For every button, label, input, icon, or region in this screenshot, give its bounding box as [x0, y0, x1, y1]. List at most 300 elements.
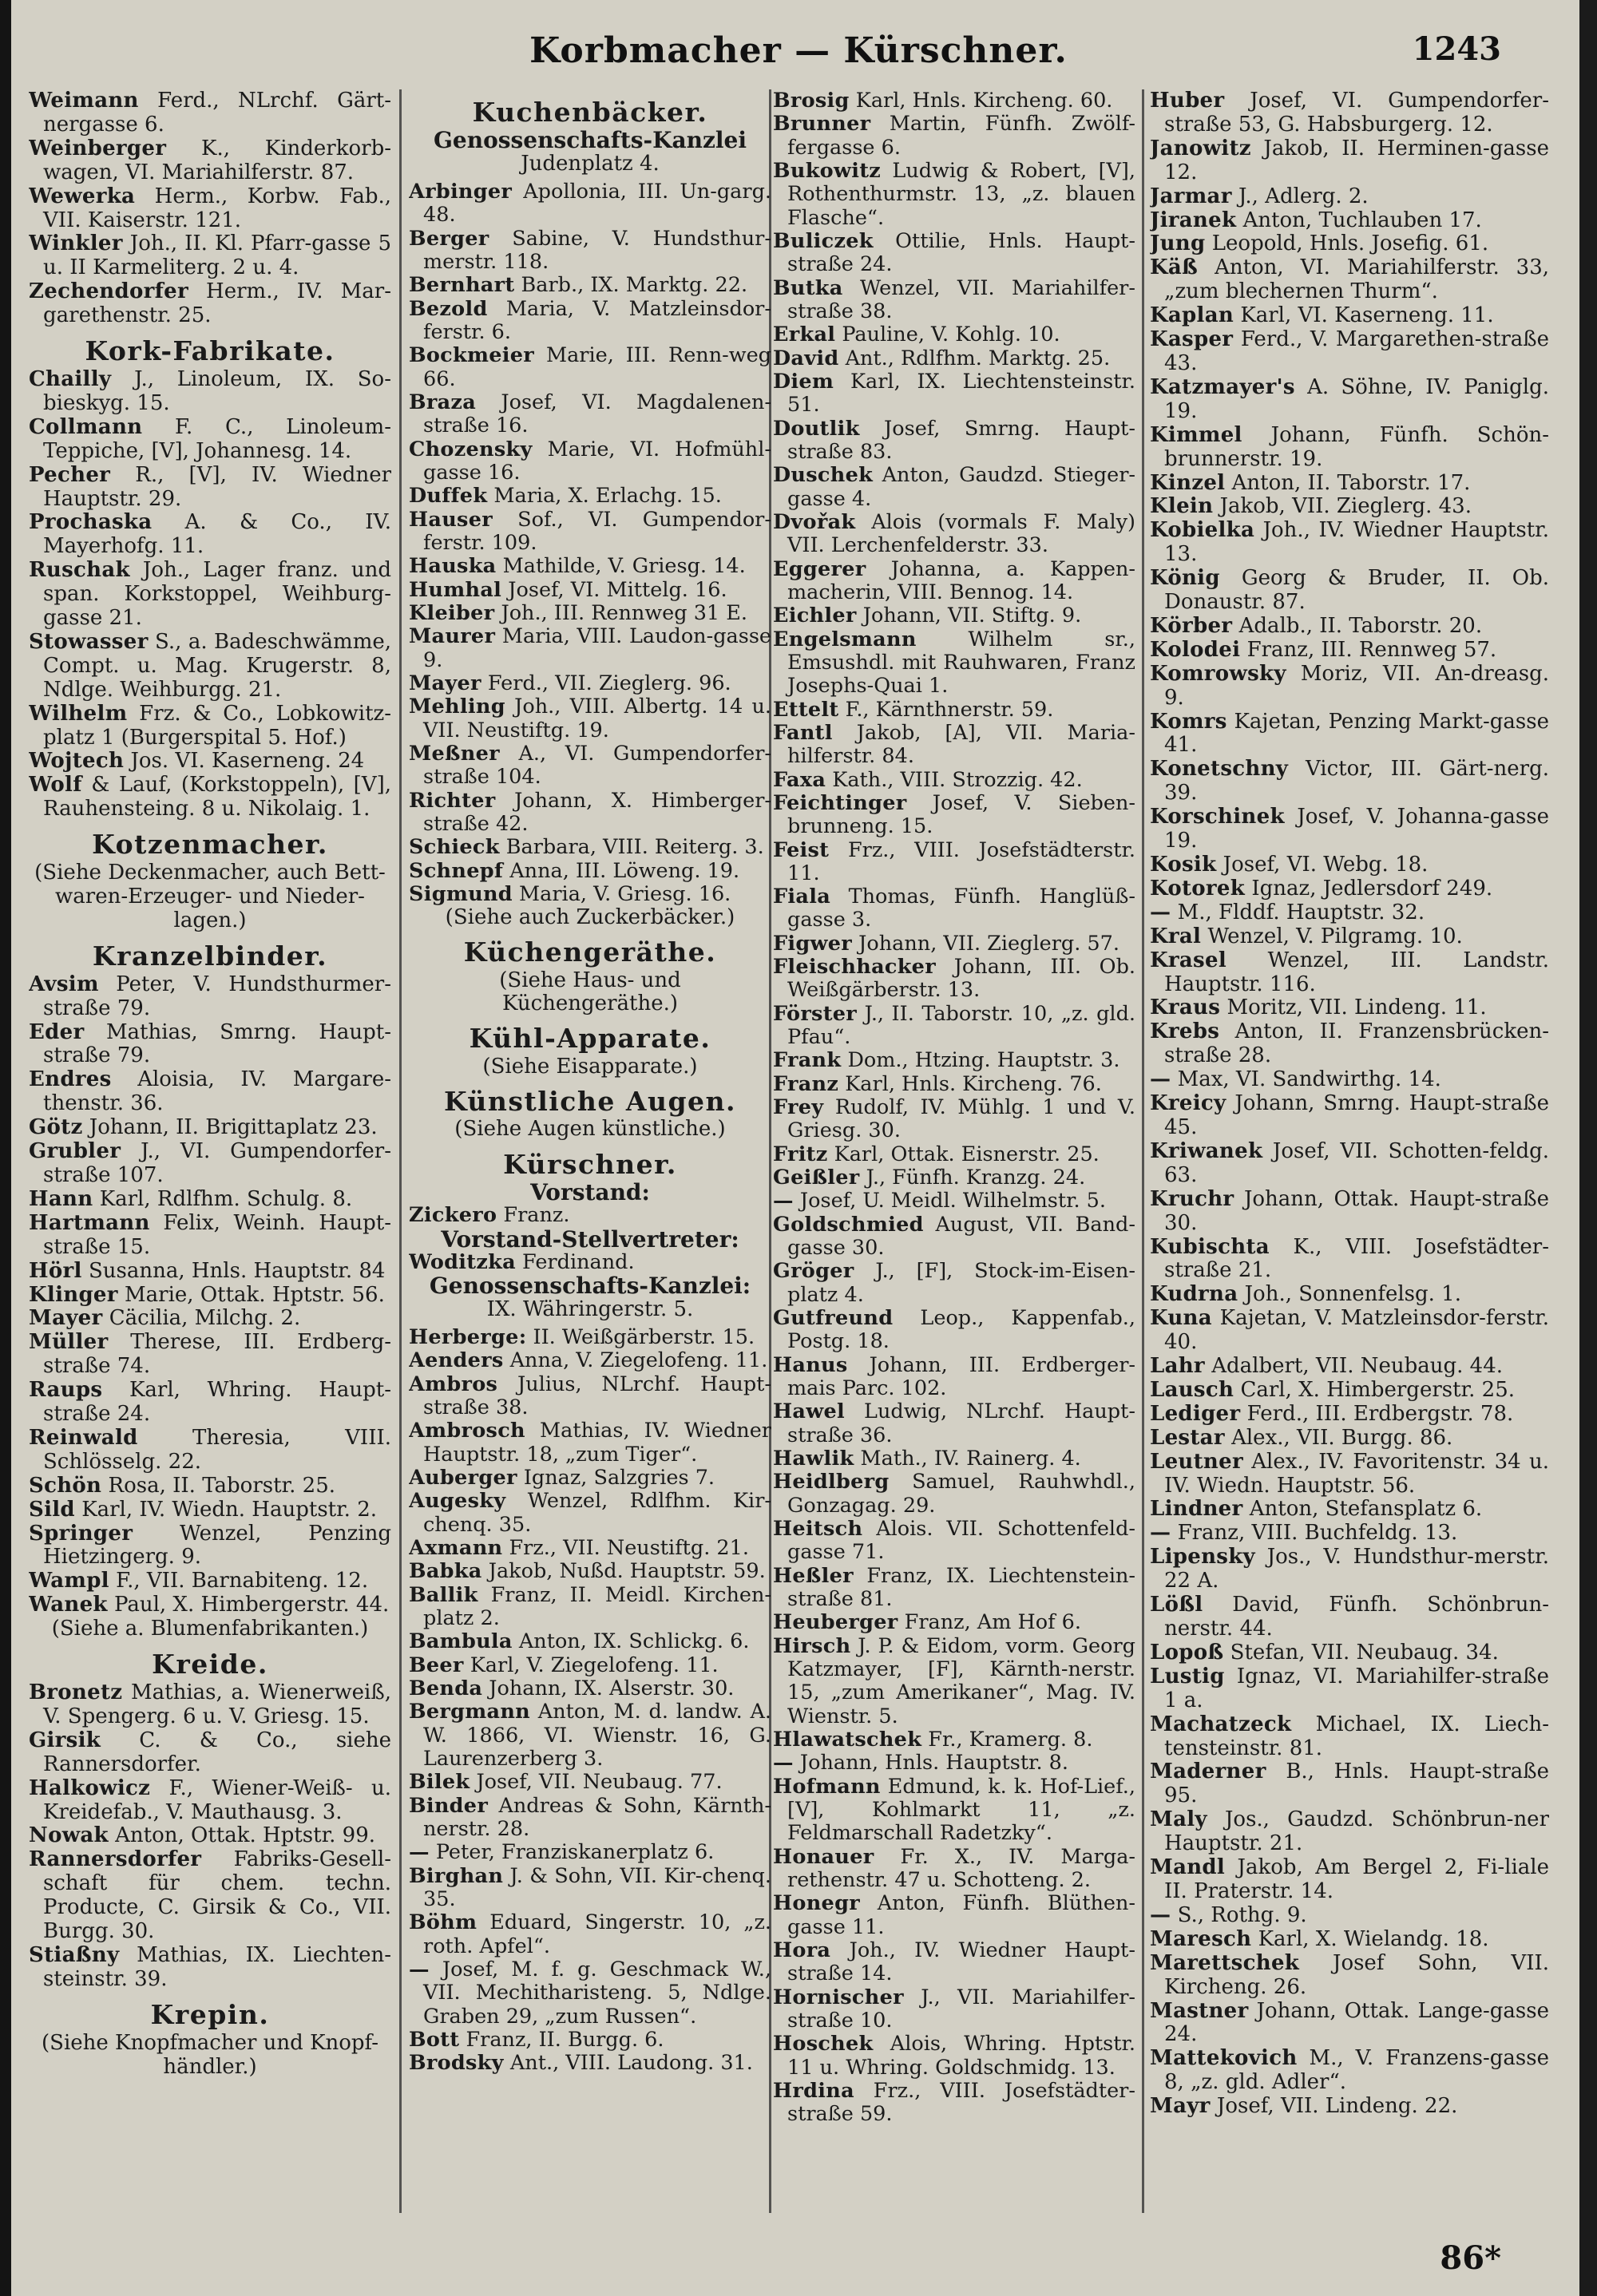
entry-details: J., Adlerg. 2.	[1238, 184, 1369, 208]
entry-details: Alois, Whring. Hptstr. 11 u. Whring. Goldschmidg. 13.	[787, 2032, 1135, 2080]
entry-details: Martin, Fünfh. Zwölf-fergasse 6.	[787, 112, 1135, 160]
entry-details: Joh., Lager franz. und span. Korkstoppel, Weihburg-gasse 21.	[43, 558, 391, 631]
directory-entry	[29, 1140, 391, 1188]
entry-details: Karl, IV. Wiedn. Hauptstr. 2.	[81, 1497, 378, 1522]
entry-name: Ettelt	[773, 697, 839, 722]
entry-name: Kruchr	[1150, 1186, 1234, 1211]
entry-details: Kajetan, V. Matzleinsdor-ferstr. 40.	[1164, 1306, 1549, 1355]
entry-name: Mayr	[1150, 2094, 1211, 2119]
entry-details: Johann, IX. Alserstr. 30.	[489, 1676, 735, 1700]
directory-entry	[773, 1166, 1135, 1190]
entry-name: Stiaßny	[29, 1942, 120, 1967]
entry-details: Anton, Stefansplatz 6.	[1249, 1497, 1483, 1522]
entry-name: Lediger	[1150, 1401, 1241, 1426]
directory-entry	[773, 1728, 1135, 1752]
cross-reference-note: (Siehe Eisapparate.)	[482, 1054, 698, 1079]
directory-entry	[29, 1824, 391, 1848]
entry-details: Franz, II. Meidl. Kirchen-platz 2.	[423, 1582, 771, 1631]
directory-entry	[409, 1419, 771, 1467]
entry-name: Arbinger	[409, 179, 513, 204]
directory-entry	[409, 1841, 771, 1864]
entry-name: Bambula	[409, 1629, 513, 1654]
entry-details: Mathias, IV. Wiedner Hauptstr. 18, „zum Tiger“.	[423, 1419, 771, 1467]
entry-details: Josef, VI. Webg. 18.	[1223, 853, 1429, 877]
directory-entry	[1150, 877, 1549, 901]
entry-details: Julius, NLrchf. Haupt-straße 38.	[423, 1372, 771, 1420]
entry-name: Lößl	[1150, 1593, 1203, 1617]
entry-name: Erkal	[773, 323, 836, 347]
entry-name: Eichler	[773, 604, 857, 628]
entry-name: Bukowitz	[773, 158, 882, 183]
entry-name: Babka	[409, 1559, 482, 1584]
entry-name: Bilek	[409, 1770, 470, 1795]
entry-details: Karl, IX. Liechtensteinstr. 51.	[787, 369, 1135, 418]
entry-name: Mayer	[409, 671, 481, 695]
entry-name: Komrowsky	[1150, 661, 1286, 686]
entry-name: Krasel	[1150, 948, 1226, 972]
cross-reference-note: (Siehe a. Blumenfabrikanten.)	[51, 1617, 369, 1641]
entry-name: —	[1150, 1067, 1171, 1092]
entry-details: Franz, VIII. Buchfeldg. 13.	[1177, 1521, 1458, 1546]
directory-entry	[409, 860, 771, 883]
section-heading: Kreide.	[152, 1649, 268, 1680]
entry-details: Moriz, VII. An-dreasg. 9.	[1164, 661, 1549, 710]
entry-details: Marie, III. Renn-weg 66.	[423, 343, 771, 391]
entry-name: Berger	[409, 226, 489, 251]
directory-entry	[29, 232, 391, 280]
entry-name: Jiranek	[1150, 208, 1237, 232]
directory-entry	[29, 416, 391, 464]
directory-entry	[1150, 232, 1549, 256]
entry-name: Kubischta	[1150, 1234, 1270, 1259]
entry-details: Josef, U. Meidl. Wilhelmstr. 5.	[799, 1189, 1107, 1213]
directory-entry	[1150, 1928, 1549, 1952]
column-rule	[399, 89, 402, 2213]
entry-name: Lipensky	[1150, 1545, 1255, 1570]
entry-name: Duschek	[773, 463, 874, 488]
entry-name: Müller	[29, 1330, 109, 1355]
directory-entry	[29, 89, 391, 137]
entry-details: Ignaz, Salzgries 7.	[523, 1466, 715, 1490]
cross-reference-note: IX. Währingerstr. 5.	[486, 1296, 694, 1321]
entry-details: Rosa, II. Taborstr. 25.	[108, 1473, 335, 1498]
entry-name: Bockmeier	[409, 343, 535, 368]
entry-name: Wilhelm	[29, 701, 128, 726]
entry-name: Maurer	[409, 624, 496, 649]
directory-entry	[773, 604, 1135, 627]
directory-entry	[409, 485, 771, 508]
entry-details: K., Kinderkorb-wagen, VI. Mariahilferstr. 87.	[43, 136, 391, 184]
directory-entry	[773, 160, 1135, 230]
entry-details: F. C., Linoleum-Teppiche, [V], Johannesg. 14.	[43, 414, 391, 463]
directory-entry	[409, 391, 771, 438]
entry-name: Zickero	[409, 1203, 497, 1228]
entry-details: Joh., Sonnenfelsg. 1.	[1244, 1282, 1461, 1307]
entry-name: Lestar	[1150, 1425, 1225, 1450]
directory-entry	[1150, 853, 1549, 877]
entry-name: Böhm	[409, 1910, 478, 1935]
entry-name: Hanus	[773, 1352, 848, 1377]
directory-entry	[1150, 1808, 1549, 1856]
directory-entry	[773, 885, 1135, 932]
directory-entry	[29, 1116, 391, 1140]
entry-name: Hörl	[29, 1258, 82, 1283]
entry-name: Heidlberg	[773, 1470, 890, 1494]
entry-name: Kinzel	[1150, 470, 1226, 495]
directory-entry	[773, 2033, 1135, 2080]
entry-name: Schön	[29, 1473, 102, 1498]
entry-details: Johann, VII. Zieglerg. 57.	[858, 931, 1119, 956]
entry-details: Math., IV. Rainerg. 4.	[860, 1447, 1081, 1471]
directory-entry	[1150, 209, 1549, 233]
directory-entry	[409, 1911, 771, 1958]
entry-name: Janowitz	[1150, 136, 1251, 160]
entry-details: Fr. X., IV. Marga-rethenstr. 47 u. Schotteng. 2.	[787, 1844, 1135, 1892]
entry-name: Hirsch	[773, 1633, 851, 1658]
entry-details: Frz. & Co., Lobkowitz-platz 1 (Burgerspital 5. Hof.)	[43, 701, 391, 750]
entry-name: Raups	[29, 1378, 103, 1403]
directory-entry	[1150, 1068, 1549, 1092]
entry-details: Anton, II. Taborstr. 17.	[1231, 470, 1471, 495]
entry-details: Alex., VII. Burgg. 86.	[1231, 1425, 1453, 1450]
directory-entry	[1150, 137, 1549, 185]
directory-entry	[773, 1096, 1135, 1143]
entry-details: Kajetan, Penzing Markt-gasse 41.	[1164, 709, 1549, 758]
entry-name: Prochaska	[29, 510, 153, 535]
directory-entry	[409, 1204, 771, 1227]
entry-details: Karl, Rdlfhm. Schulg. 8.	[99, 1186, 353, 1211]
directory-entry	[1150, 1403, 1549, 1427]
entry-name: Winkler	[29, 232, 123, 256]
directory-entry	[29, 774, 391, 821]
directory-entry	[29, 559, 391, 631]
entry-details: Ant., Rdlfhm. Marktg. 25.	[845, 346, 1111, 370]
entry-name: Fiala	[773, 885, 831, 909]
entry-details: Wenzel, V. Pilgramg. 10.	[1207, 924, 1463, 948]
cross-reference-note: (Siehe Augen künstliche.)	[454, 1117, 726, 1142]
entry-details: Josef, VII. Neubaug. 77.	[476, 1770, 723, 1795]
entry-details: Karl, Whring. Haupt-straße 24.	[43, 1378, 391, 1427]
cross-reference-note: Judenplatz 4.	[521, 151, 660, 176]
directory-entry	[29, 973, 391, 1021]
directory-entry	[1150, 1713, 1549, 1761]
directory-entry	[1150, 1522, 1549, 1546]
entry-details: Ferdinand.	[522, 1250, 635, 1275]
entry-name: Kral	[1150, 924, 1202, 948]
directory-entry	[773, 1892, 1135, 1939]
entry-details: August, VII. Band-gasse 30.	[787, 1212, 1135, 1261]
entry-details: Therese, III. Erdberg-straße 74.	[43, 1330, 391, 1379]
cross-reference-note: (Siehe auch Zuckerbäcker.)	[445, 905, 735, 930]
entry-details: Joh., VIII. Albertg. 14 u. VII. Neustiftg. 19.	[423, 695, 771, 742]
entry-details: Susanna, Hnls. Hauptstr. 84	[88, 1258, 386, 1283]
entry-name: Diem	[773, 369, 834, 394]
directory-entry	[1150, 1355, 1549, 1379]
directory-entry	[773, 558, 1135, 605]
directory-entry	[1150, 901, 1549, 925]
entry-name: Eder	[29, 1019, 85, 1044]
entry-name: Krebs	[1150, 1019, 1220, 1044]
directory-entry	[29, 1427, 391, 1475]
entry-details: Wenzel, III. Landstr. Hauptstr. 116.	[1164, 948, 1549, 996]
directory-entry	[773, 1635, 1135, 1728]
entry-details: Joh., IV. Wiedner Haupt-straße 14.	[787, 1938, 1135, 1986]
entry-details: Maria, VIII. Laudon-gasse 9.	[423, 624, 771, 672]
cross-reference-note: (Siehe Deckenmacher, auch Bett-waren-Erzeuger- und Nieder-lagen.)	[34, 861, 386, 932]
directory-entry	[1150, 615, 1549, 639]
entry-name: Wolf	[29, 773, 82, 798]
entry-details: Fr., Kramerg. 8.	[928, 1727, 1093, 1752]
directory-entry	[409, 1251, 771, 1274]
entry-name: Frey	[773, 1095, 824, 1120]
entry-details: C. & Co., siehe Rannersdorfer.	[43, 1728, 391, 1776]
entry-name: Reinwald	[29, 1425, 138, 1450]
directory-entry	[409, 2029, 771, 2052]
entry-name: Sigmund	[409, 881, 513, 906]
entry-name: Woditzka	[409, 1250, 516, 1275]
entry-details: M., V. Franzens-gasse 8, „z. gld. Adler“.	[1164, 2046, 1549, 2095]
directory-entry	[1150, 1641, 1549, 1665]
entry-name: —	[1150, 1521, 1171, 1546]
entry-name: Wewerka	[29, 184, 136, 208]
section-heading: Kotzenmacher.	[92, 829, 328, 861]
directory-entry	[409, 1771, 771, 1794]
directory-entry	[409, 672, 771, 695]
directory-entry	[29, 511, 391, 559]
entry-details: Leop., Kappenfab., Postg. 18.	[787, 1306, 1135, 1354]
directory-entry	[409, 2052, 771, 2075]
entry-name: Avsim	[29, 972, 99, 996]
entry-details: Eduard, Singerstr. 10, „z. roth. Apfel“.	[423, 1910, 771, 1958]
entry-details: Anton, Fünfh. Blüthen-gasse 11.	[787, 1891, 1135, 1939]
directory-entry	[409, 228, 771, 275]
directory-entry	[409, 1865, 771, 1912]
entry-name: Hawlik	[773, 1447, 854, 1471]
directory-entry	[1150, 996, 1549, 1020]
entry-name: Auberger	[409, 1466, 517, 1490]
entry-details: Apollonia, III. Un-garg. 48.	[423, 179, 771, 228]
entry-name: Kobielka	[1150, 518, 1255, 543]
entry-details: Franz, III. Rennweg 57.	[1246, 637, 1497, 662]
entry-details: Marie, VI. Hofmühl-gasse 16.	[423, 437, 771, 485]
entry-details: Mathias, IX. Liechten-steinstr. 39.	[43, 1942, 391, 1991]
entry-name: —	[409, 1957, 430, 1981]
directory-entry	[409, 1700, 771, 1771]
entry-name: Mehling	[409, 695, 505, 719]
entry-details: Mathias, Smrng. Haupt-straße 79.	[43, 1019, 391, 1068]
entry-details: Marie, Ottak. Hptstr. 56.	[125, 1282, 385, 1307]
directory-entry	[409, 602, 771, 625]
entry-details: Andreas & Sohn, Kärnth-nerstr. 28.	[423, 1793, 771, 1841]
entry-details: R., [V], IV. Wiedner Hauptstr. 29.	[43, 462, 391, 511]
section-heading: Kühl-Apparate.	[469, 1023, 711, 1055]
directory-entry	[409, 274, 771, 297]
directory-entry	[29, 1498, 391, 1522]
entry-details: Fabriks-Gesell-schaft für chem. techn. Producte, C. Girsik & Co., VII. Burgg. 30.	[43, 1847, 391, 1944]
entry-name: Kosik	[1150, 853, 1217, 877]
entry-name: Komrs	[1150, 709, 1227, 734]
section-heading: Kranzelbinder.	[92, 940, 328, 972]
entry-details: Johann, III. Ob. Weißgärberstr. 13.	[787, 955, 1135, 1003]
directory-entry	[773, 113, 1135, 160]
entry-details: Anton, Gaudzd. Stieger-gasse 4.	[787, 463, 1135, 511]
directory-entry	[409, 742, 771, 790]
entry-name: Brodsky	[409, 2051, 504, 2076]
entry-details: Paul, X. Himbergerstr. 44.	[114, 1593, 390, 1617]
entry-details: Franz, II. Burgg. 6.	[466, 2027, 664, 2052]
entry-name: Butka	[773, 275, 843, 300]
entry-name: Bott	[409, 2027, 460, 2052]
entry-details: Joh., II. Kl. Pfarr-gasse 5 u. II Karmeliterg. 2 u. 4.	[43, 232, 391, 280]
entry-name: Mastner	[1150, 1998, 1249, 2023]
entry-details: Felix, Weinh. Haupt-straße 15.	[43, 1210, 391, 1259]
entry-details: Carl, X. Himbergerstr. 25.	[1240, 1377, 1515, 1402]
entry-name: Käß	[1150, 255, 1199, 280]
entry-details: Ludwig, NLrchf. Haupt-straße 36.	[787, 1399, 1135, 1447]
entry-details: J. & Sohn, VII. Kir-chenq. 35.	[423, 1863, 771, 1911]
directory-entry	[773, 1611, 1135, 1634]
directory-entry	[29, 280, 391, 328]
cross-reference-note: (Siehe Haus- und Küchengeräthe.)	[499, 968, 681, 1016]
section-subheading: Vorstand:	[530, 1179, 650, 1206]
directory-entry	[773, 1471, 1135, 1518]
directory-entry	[409, 555, 771, 578]
entry-details: Mathias, a. Wienerweiß, V. Spengerg. 6 u. V. Griesg. 15.	[43, 1680, 391, 1728]
directory-entry	[409, 1654, 771, 1677]
directory-entry	[773, 1003, 1135, 1050]
signature-mark: 86*	[1440, 2239, 1501, 2277]
entry-details: A. & Co., IV. Mayerhofg. 11.	[43, 510, 391, 559]
entry-details: Pauline, V. Kohlg. 10.	[842, 323, 1060, 347]
entry-details: Jakob, II. Herminen-gasse 12.	[1164, 136, 1549, 184]
entry-details: Karl, Hnls. Kircheng. 76.	[845, 1071, 1102, 1096]
entry-name: Rannersdorfer	[29, 1847, 202, 1872]
entry-name: Leutner	[1150, 1449, 1243, 1474]
directory-entry	[773, 347, 1135, 370]
entry-details: Michael, IX. Liech-tensteinstr. 81.	[1164, 1712, 1549, 1760]
entry-details: Maria, V. Matzleinsdor-ferstr. 6.	[423, 296, 771, 344]
directory-entry	[1150, 376, 1549, 424]
entry-details: Herm., Korbw. Fab., VII. Kaiserstr. 121.	[43, 184, 391, 232]
entry-details: Joh., IV. Wiedner Hauptstr. 13.	[1164, 518, 1549, 567]
entry-name: Franz	[773, 1071, 839, 1096]
entry-name: Hornischer	[773, 1985, 904, 2009]
directory-entry	[1150, 1904, 1549, 1928]
entry-name: Grubler	[29, 1139, 121, 1164]
entry-name: Geißler	[773, 1166, 860, 1190]
entry-details: M., Flddf. Hauptstr. 32.	[1177, 900, 1425, 924]
entry-name: Lahr	[1150, 1354, 1205, 1379]
entry-name: Eggerer	[773, 556, 866, 581]
entry-details: Adalbert, VII. Neubaug. 44.	[1211, 1354, 1504, 1379]
entry-name: Chailly	[29, 366, 112, 391]
entry-details: Moritz, VII. Lindeng. 11.	[1226, 996, 1487, 1020]
entry-name: Mattekovich	[1150, 2046, 1298, 2071]
directory-entry	[1150, 256, 1549, 304]
entry-name: Mayer	[29, 1306, 103, 1331]
directory-entry	[1150, 2047, 1549, 2095]
entry-name: —	[1150, 1902, 1171, 1927]
entry-details: Ottilie, Hnls. Haupt-straße 24.	[787, 228, 1135, 277]
entry-name: Kraus	[1150, 996, 1221, 1020]
column-2	[409, 89, 771, 2149]
entry-name: Machatzeck	[1150, 1712, 1292, 1736]
entry-details: Josef, M. f. g. Geschmack W., VII. Mechitharisteng. 5, Ndlge. Graben 29, „zum Russen“.	[423, 1957, 771, 2029]
directory-entry	[409, 579, 771, 602]
entry-details: Herm., IV. Mar-garethenstr. 25.	[43, 279, 391, 328]
entry-details: B., Hnls. Haupt-straße 95.	[1164, 1760, 1549, 1808]
entry-details: Josef, VII. Schotten-feldg. 63.	[1164, 1138, 1549, 1187]
directory-entry	[409, 883, 771, 906]
entry-name: Collmann	[29, 414, 143, 439]
directory-entry	[409, 344, 771, 391]
directory-entry	[409, 1537, 771, 1560]
directory-entry	[409, 1490, 771, 1537]
directory-entry	[773, 1354, 1135, 1401]
entry-details: A., VI. Gumpendorfer-straße 104.	[423, 741, 771, 790]
entry-details: Kath., VIII. Strozzig. 42.	[832, 767, 1083, 792]
directory-entry	[1150, 89, 1549, 137]
directory-entry	[1150, 1498, 1549, 1522]
cross-reference-note: (Siehe Knopfmacher und Knopf-händler.)	[41, 2030, 379, 2079]
entry-name: Hartmann	[29, 1210, 150, 1235]
entry-name: Katzmayer's	[1150, 374, 1295, 399]
entry-details: Max, VI. Sandwirthg. 14.	[1177, 1067, 1441, 1092]
entry-name: Heitsch	[773, 1517, 863, 1542]
scan-left-edge	[0, 0, 11, 2296]
entry-name: Feist	[773, 837, 830, 862]
entry-name: Mandl	[1150, 1855, 1226, 1880]
entry-details: Peter, Franziskanerplatz 6.	[435, 1840, 715, 1865]
entry-name: Engelsmann	[773, 627, 917, 651]
directory-entry	[29, 1475, 391, 1498]
entry-details: K., VIII. Josefstädter-straße 21.	[1164, 1234, 1549, 1283]
entry-name: Hann	[29, 1186, 93, 1211]
directory-entry	[773, 370, 1135, 418]
entry-name: Ambrosch	[409, 1419, 525, 1443]
directory-entry	[29, 1729, 391, 1777]
entry-details: J. P. & Eidom, vorm. Georg Katzmayer, [F], Kärnth-nerstr. 15, „zum Amerikaner“, Mag. IV. Wienstr. 5.	[787, 1633, 1135, 1728]
entry-name: Schnepf	[409, 858, 504, 883]
page-number: 1243	[1412, 30, 1501, 68]
entry-name: Humhal	[409, 577, 502, 602]
entry-name: Brosig	[773, 89, 850, 113]
entry-name: Buliczek	[773, 228, 874, 253]
entry-name: Bronetz	[29, 1680, 123, 1704]
entry-name: Gutfreund	[773, 1306, 894, 1331]
entry-details: Ferd., V. Margarethen-straße 43.	[1164, 327, 1549, 375]
entry-name: Kotorek	[1150, 876, 1246, 901]
entry-name: Fantl	[773, 720, 833, 745]
directory-entry	[409, 1630, 771, 1653]
entry-name: Klinger	[29, 1282, 118, 1307]
directory-entry	[29, 137, 391, 185]
entry-details: J., Fünfh. Kranzg. 24.	[866, 1166, 1086, 1190]
directory-entry	[29, 464, 391, 512]
entry-name: Bernhart	[409, 273, 515, 298]
entry-name: Marettschek	[1150, 1950, 1300, 1975]
directory-entry	[29, 1021, 391, 1069]
entry-details: Peter, V. Hundsthurmer-straße 79.	[43, 972, 391, 1020]
directory-entry	[1150, 1020, 1549, 1068]
entry-details: Johann, Ottak. Haupt-straße 30.	[1164, 1186, 1549, 1235]
directory-entry	[1150, 519, 1549, 567]
entry-details: II. Weißgärberstr. 15.	[533, 1325, 755, 1350]
entry-details: Cäcilia, Milchg. 2.	[109, 1306, 301, 1331]
directory-entry	[29, 1212, 391, 1260]
entry-details: Anton, VI. Mariahilferstr. 33, „zum blechernen Thurm“.	[1164, 255, 1549, 304]
entry-details: A. Söhne, IV. Paniglg. 19.	[1164, 374, 1549, 423]
